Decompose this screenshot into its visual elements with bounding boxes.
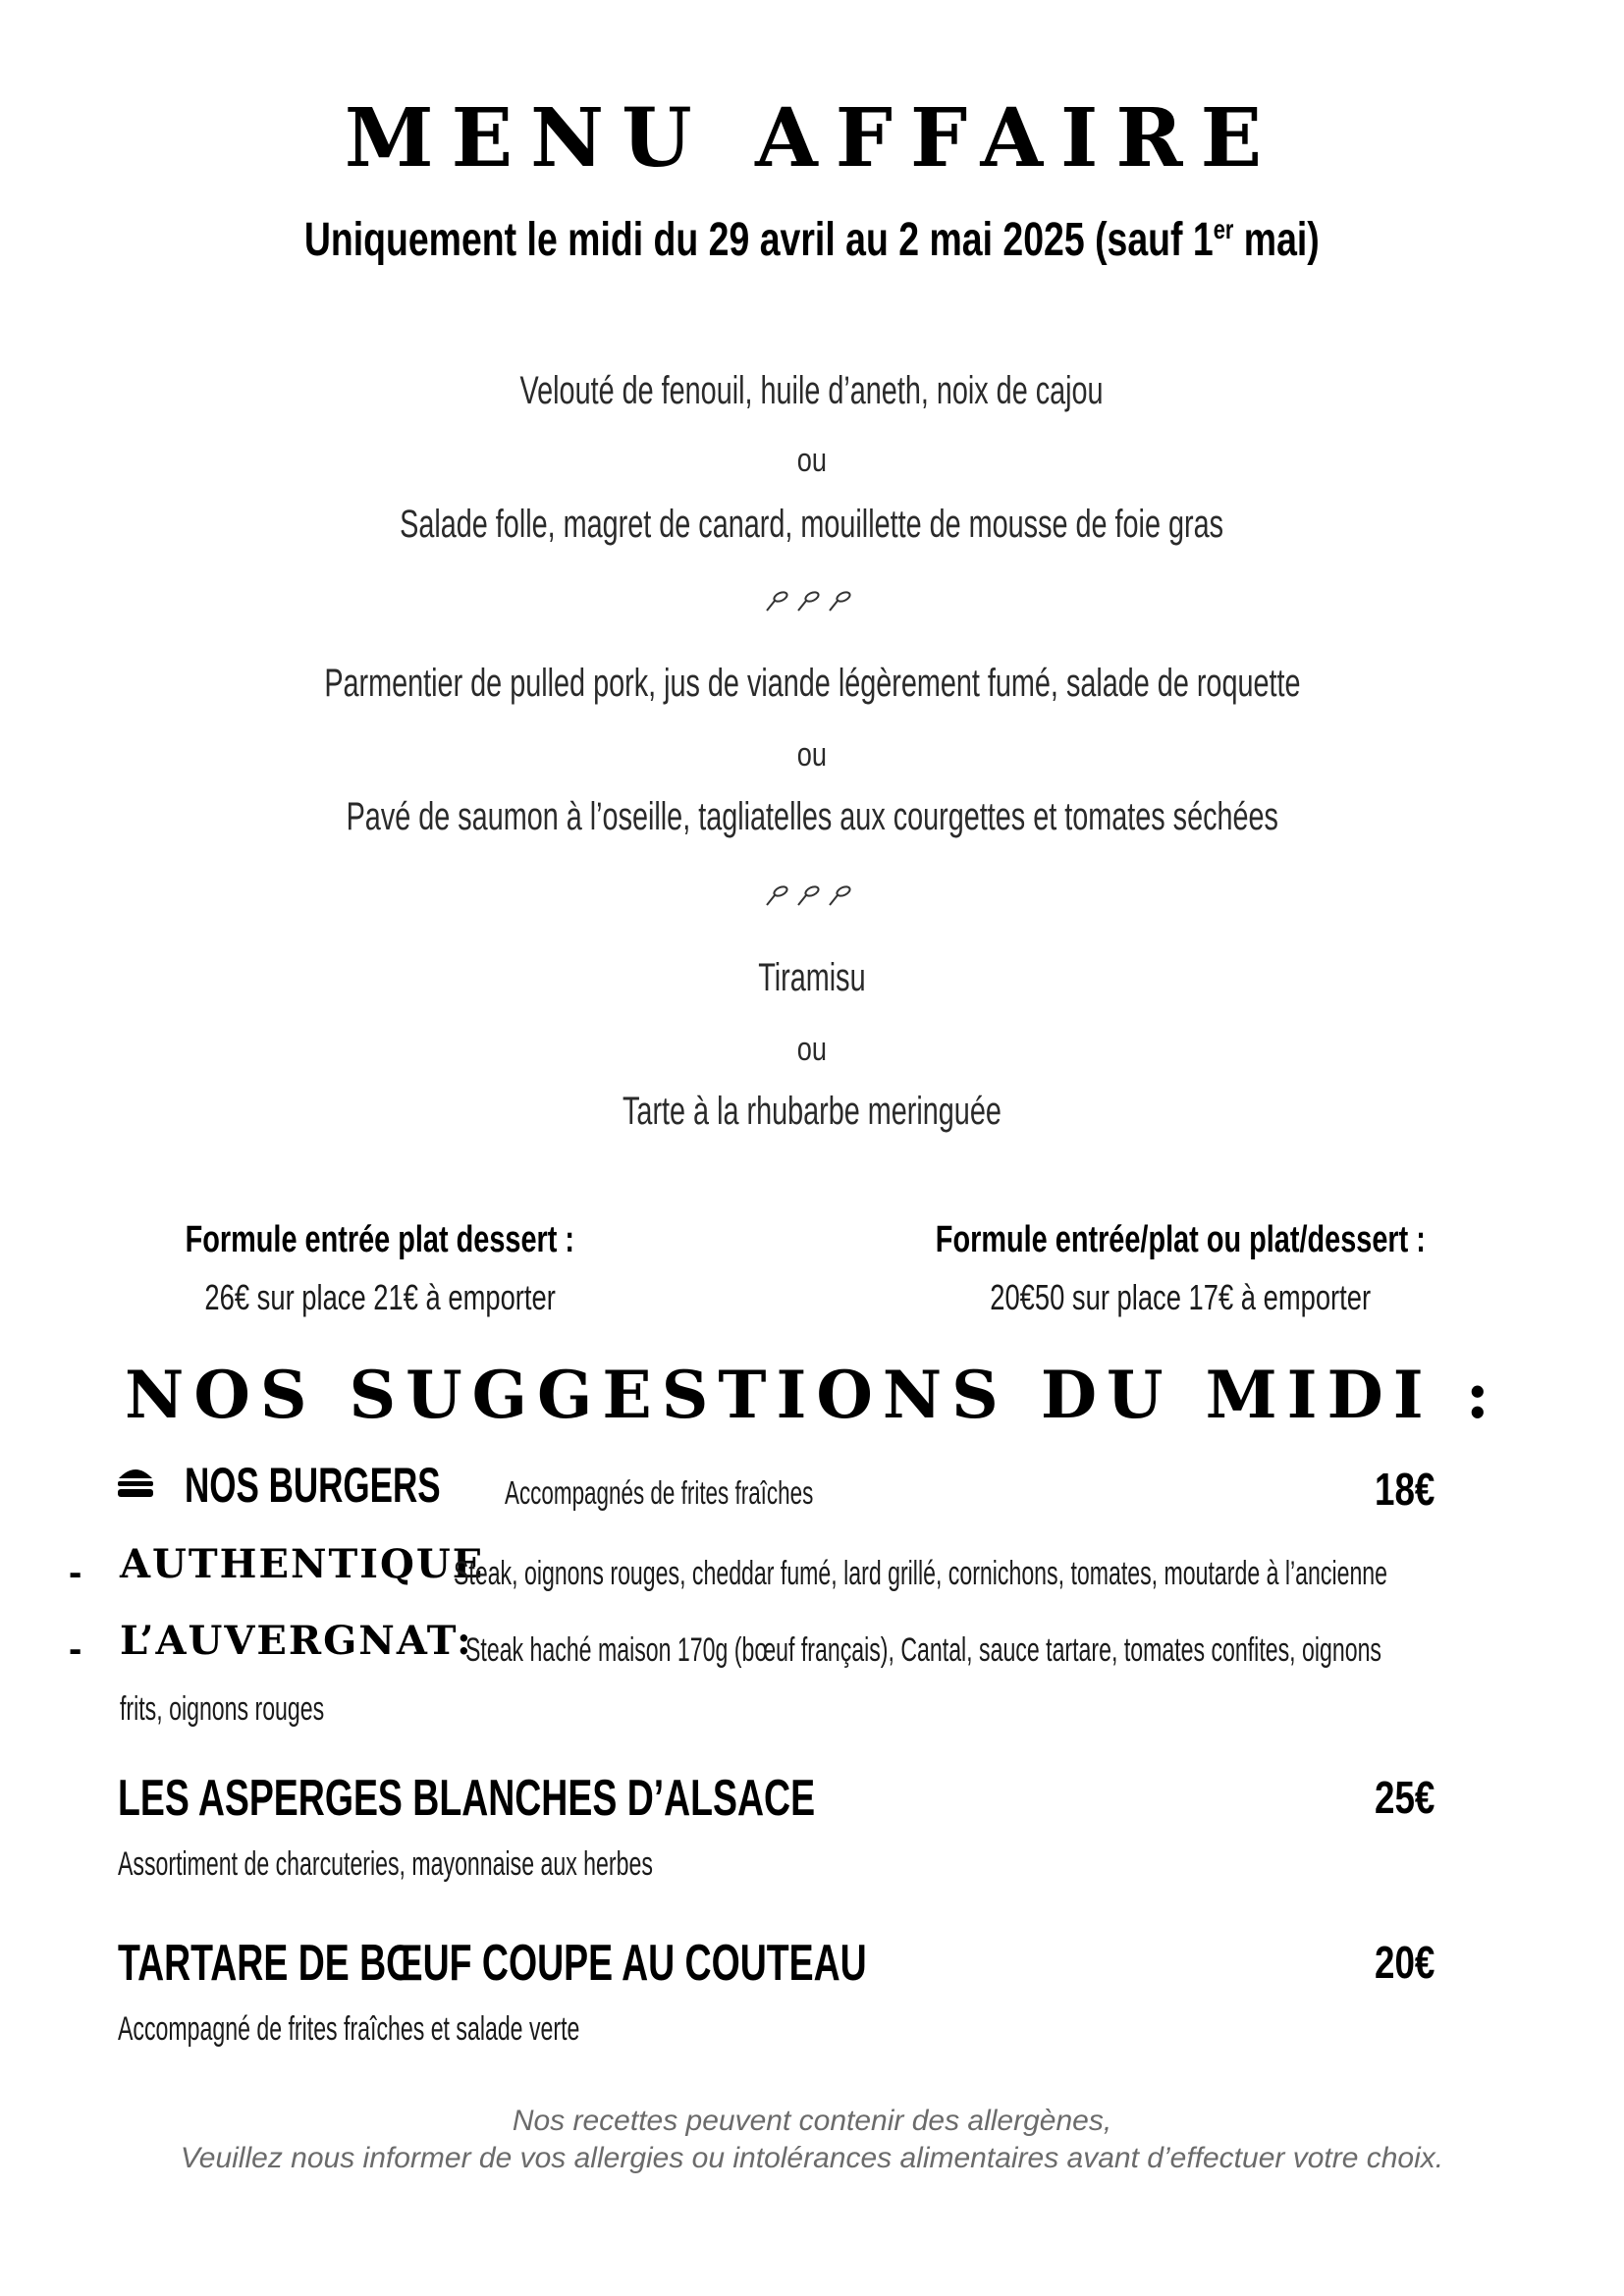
formula-left [7,1221,753,1315]
suggestions-title: NOS SUGGESTIONS DU MIDI : [125,1357,1499,1433]
main-separator: ou [796,736,828,774]
burgers-row [116,1458,814,1520]
allergen-note-line-1: Nos recettes peuvent contenir des allergènes, [512,2105,1112,2137]
burger-description: Steak haché maison 170g (bœuf français), Cantal, sauce tartare, tomates confites, oignons [465,1631,1382,1669]
menu-subtitle [0,216,1624,264]
starter-option-2: Salade folle, magret de canard, mouillette de mousse de foie gras [400,503,1224,546]
main-option-2: Pavé de saumon à l’oseille, tagliatelles aux courgettes et tomates séchées [346,795,1278,838]
bullet-dash: - [69,1628,82,1671]
allergen-note-line-2: Veuillez nous informer de vos allergies ou intolérances alimentaires avant d’effectuer votre choix. [180,2142,1444,2174]
burgers-price: 18€ [1375,1464,1435,1515]
starter-option-1: Velouté de fenouil, huile d’aneth, noix de cajou [519,369,1105,412]
spoon-divider-icon [0,883,1624,913]
formula-right-price: 20€50 sur place 17€ à emporter [990,1277,1371,1317]
dish-title-asperges: LES ASPERGES BLANCHES D’ALSACE [118,1770,816,1827]
formula-right-title: Formule entrée/plat ou plat/dessert : [935,1219,1426,1260]
dish-price-asperges: 25€ [1375,1772,1435,1823]
burgers-subtitle: Accompagnés de frites fraîches [505,1474,814,1511]
starter-separator: ou [796,442,828,479]
burgers-title: NOS BURGERS [185,1458,441,1513]
dish-price-tartare: 20€ [1375,1937,1435,1988]
formula-left-title: Formule entrée plat dessert : [185,1219,575,1260]
burger-name: AUTHENTIQUE [120,1541,485,1587]
subtitle-sup: er [1213,214,1234,244]
dish-description-tartare: Accompagné de frites fraîches et salade verte [118,2010,580,2048]
formula-left-price: 26€ sur place 21€ à emporter [204,1277,556,1317]
subtitle-main: Uniquement le midi du 29 avril au 2 mai 2025 (sauf 1 [304,214,1214,266]
main-option-1: Parmentier de pulled pork, jus de viande légèrement fumé, salade de roquette [323,662,1301,705]
formula-right [807,1221,1553,1315]
dessert-separator: ou [796,1031,828,1068]
menu-title: MENU AFFAIRE [344,91,1280,186]
subtitle-end: mai) [1233,214,1320,266]
spoon-divider-icon [0,589,1624,618]
burger-name: L’AUVERGNAT: [120,1618,473,1664]
burger-description: Steak, oignons rouges, cheddar fumé, lard grillé, cornichons, tomates, moutarde à l’ancienne [454,1555,1388,1592]
burger-icon [116,1465,155,1504]
dessert-option-2: Tarte à la rhubarbe meringuée [623,1090,1001,1133]
burger-description-continued: frits, oignons rouges [120,1690,325,1728]
dish-title-tartare: TARTARE DE BŒUF COUPE AU COUTEAU [118,1935,867,1992]
dish-description-asperges: Assortiment de charcuteries, mayonnaise aux herbes [118,1845,653,1883]
dessert-option-1: Tiramisu [758,956,866,999]
bullet-dash: - [69,1551,82,1594]
